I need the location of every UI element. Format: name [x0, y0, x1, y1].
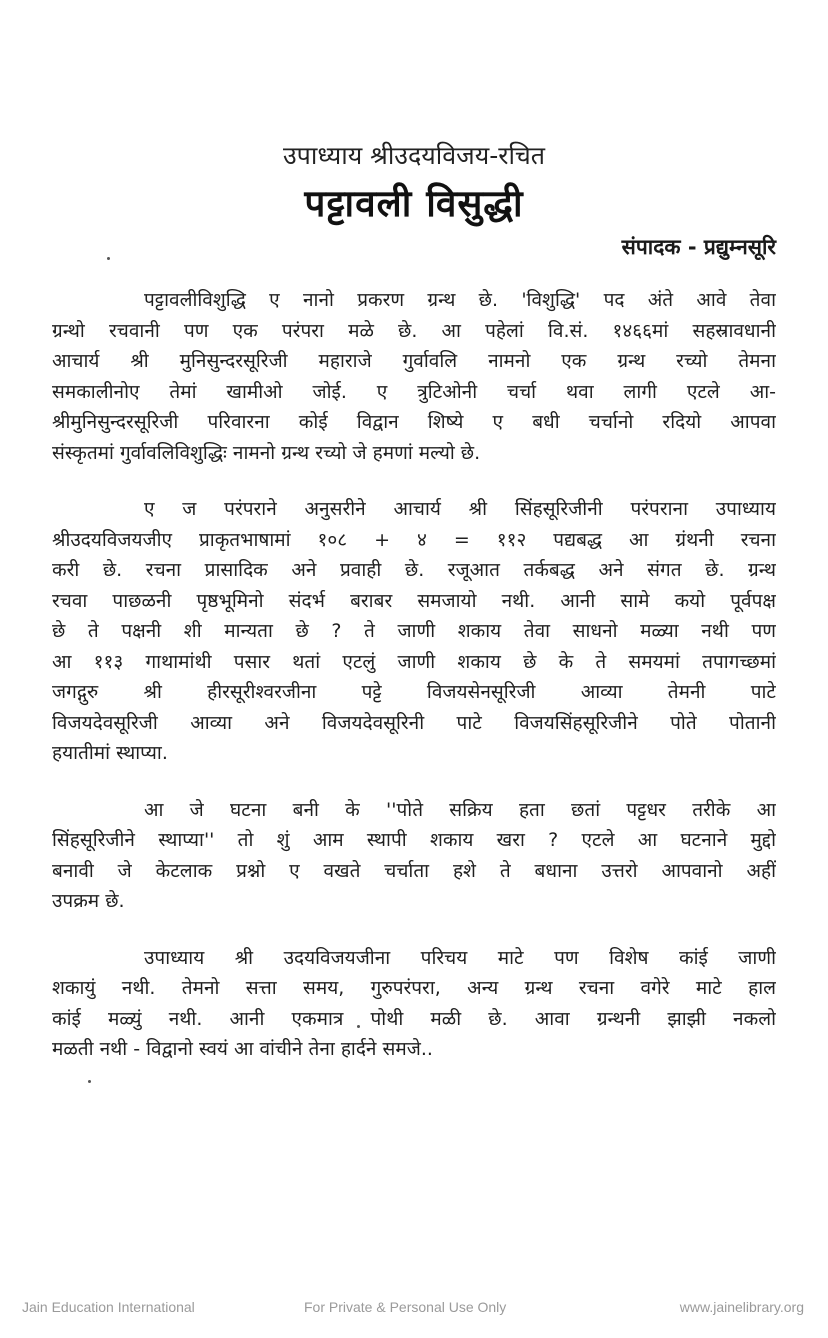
text-line: ए ज परंपराने अनुसरीने आचार्य श्री सिंहसूरिजीनी परंपराना उपाध्याय [144, 498, 776, 520]
text-line: ग्रन्थो रचवानी पण एक परंपरा मळे छे. आ पहेलां वि.सं. १४६६मां सहस्रावधानी [52, 319, 776, 342]
text-line: सिंहसूरिजीने स्थाप्या'' तो शुं आम स्थापी शकाय खरा ? एटले आ घटनाने मुद्दो [52, 829, 776, 851]
document-subtitle: उपाध्याय श्रीउदयविजय-रचित [282, 141, 546, 170]
page-footer [0, 1297, 828, 1321]
body-text [52, 285, 776, 1091]
text-line: मळती नथी - विद्वानो स्वयं आ वांचीने तेना हार्दने समजे.. [52, 1038, 433, 1060]
paragraph-1 [52, 285, 776, 468]
paragraph-4 [52, 943, 776, 1065]
document-title: पट्टावली विसुद्धी [304, 182, 524, 225]
text-line: श्रीमुनिसुन्दरसूरिजी परिवारना कोई विद्वान शिष्ये ए बधी चर्चानो रदियो आपवा [52, 411, 776, 433]
scan-speck [107, 257, 110, 260]
text-line: संस्कृतमां गुर्वावलिविशुद्धिः नामनो ग्रन्थ रच्यो जे हमणां मल्यो छे. [52, 441, 481, 464]
footer-usage-note: For Private & Personal Use Only [304, 1299, 507, 1315]
text-line: रचवा पाछळनी पृष्ठभूमिनो संदर्भ बराबर समजायो नथी. आनी सामे कयो पूर्वपक्ष [52, 589, 776, 612]
footer-website-link[interactable]: www.jainelibrary.org [679, 1299, 804, 1315]
text-line: पट्टावलीविशुद्धि ए नानो प्रकरण ग्रन्थ छे. 'विशुद्धि' पद अंते आवे तेवा [144, 289, 776, 311]
text-line: विजयदेवसूरिजी आव्या अने विजयदेवसूरिनी पाटे विजयसिंहसूरिजीने पोते पोतानी [52, 711, 776, 734]
text-line: जगद्गुरु श्री हीरसूरीश्वरजीना पट्टे विजयसेनसूरिजी आव्या तेमनी पाटे [52, 681, 776, 703]
text-line: आ जे घटना बनी के ''पोते सक्रिय हता छतां पट्टधर तरीके आ [144, 798, 776, 821]
text-line: उपाध्याय श्री उदयविजयजीना परिचय माटे पण विशेष कांई जाणी [144, 946, 776, 969]
text-line: बनावी जे केटलाक प्रश्नो ए वखते चर्चाता हशे ते बधाना उत्तरो आपवानो अहीं [52, 859, 776, 882]
text-line: समकालीनोए तेमां खामीओ जोई. ए त्रुटिओनी चर्चा थवा लागी एटले आ- [52, 380, 776, 403]
text-line: कांई मळ्युं नथी. आनी एकमात्र पोथी मळी छे. आवा ग्रन्थनी झाझी नकलो [52, 1007, 776, 1030]
paragraph-2 [52, 494, 776, 769]
text-line: करी छे. रचना प्रासादिक अने प्रवाही छे. रजूआत तर्कबद्ध अने संगत छे. ग्रन्थ [52, 559, 776, 581]
footer-publisher: Jain Education International [22, 1299, 195, 1315]
text-line: आ ११३ गाथामांथी पसार थतां एटलुं जाणी शकाय छे के ते समयमां तपागच्छमां [52, 650, 776, 673]
text-line: छे ते पक्षनी शी मान्यता छे ? ते जाणी शकाय तेवा साधनो मळ्या नथी पण [52, 620, 776, 642]
text-line: हयातीमां स्थाप्या. [52, 742, 168, 764]
editor-credit: संपादक - प्रद्युम्नसूरि [621, 235, 776, 259]
text-line: उपक्रम छे. [52, 890, 125, 912]
text-line: शकायुं नथी. तेमनो सत्ता समय, गुरुपरंपरा, अन्य ग्रन्थ रचना वगेरे माटे हाल [52, 977, 776, 999]
text-line: आचार्य श्री मुनिसुन्दरसूरिजी महाराजे गुर्वावलि नामनो एक ग्रन्थ रच्यो तेमना [52, 350, 776, 372]
paragraph-3 [52, 795, 776, 917]
text-line: श्रीउदयविजयजीए प्राकृतभाषामां १०८ + ४ = ११२ पद्यबद्ध आ ग्रंथनी रचना [52, 528, 776, 551]
